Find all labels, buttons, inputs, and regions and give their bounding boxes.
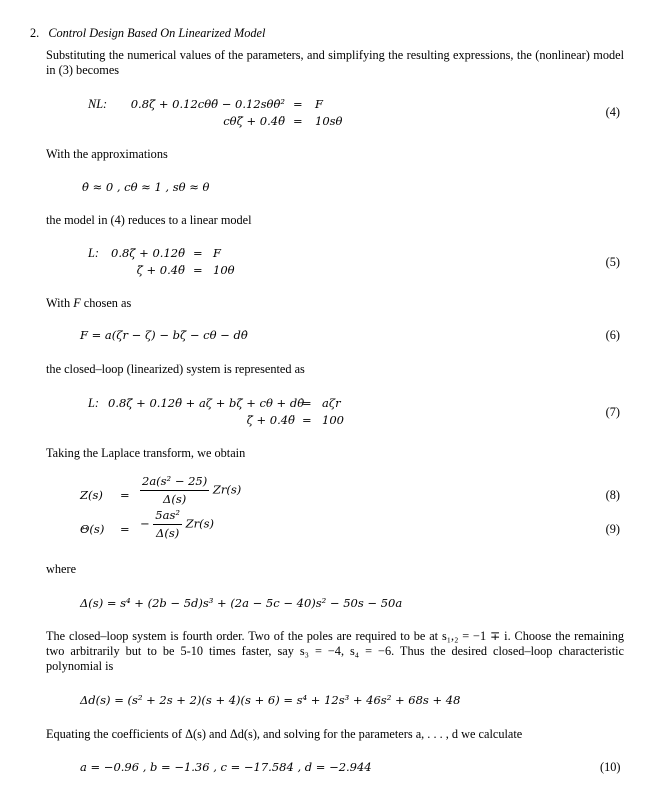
eq8-numerator: 2a(s² − 25) [140, 474, 209, 491]
eq9-tail: Zr(s) [185, 516, 215, 531]
eq6-equation: F = a(ζr − ζ) − bζ̇ − cθ − dθ̇ [80, 328, 248, 342]
eq8-rhs [140, 474, 241, 507]
eq9-rhs [140, 508, 214, 541]
eq5-number: (5) [605, 255, 620, 269]
eq5-row2-rhs: 10θ [213, 263, 235, 277]
eq9-numerator: 5as² [153, 508, 182, 525]
eq8-tail: Zr(s) [212, 482, 242, 497]
f-chosen-paragraph: With F chosen as [46, 296, 132, 310]
eq8-rel: = [120, 488, 130, 502]
eq6-number: (6) [605, 328, 620, 342]
eq7-row1-lhs: 0.8ζ̈ + 0.12θ̈ + aζ + bζ̇ + cθ + dθ̇ [108, 396, 305, 410]
eq8-lhs: Z(s) [80, 488, 103, 502]
reduces-paragraph: the model in (4) reduces to a linear model [46, 213, 252, 227]
eq9-number: (9) [605, 522, 620, 536]
delta-d-equation: Δd(s) = (s² + 2s + 2)(s + 4)(s + 6) = s⁴ + 12s³ + 46s² + 68s + 48 [80, 693, 461, 707]
eq4-row1-lhs: 0.8ζ̈ + 0.12cθθ̈ − 0.12sθθ̇² [130, 97, 285, 111]
eq4-row2-lhs: cθζ̈ + 0.4θ̈ [223, 114, 285, 128]
eq9-lhs: Θ(s) [80, 522, 105, 536]
eq7-row1-rhs: aζr [322, 396, 341, 410]
approximations-equation: θ̇ ≈ 0 , cθ ≈ 1 , sθ ≈ θ [82, 180, 210, 194]
eq10-number: (10) [600, 760, 621, 774]
eq7-row2-rel: = [302, 413, 312, 427]
eq8-denominator: Δ(s) [163, 492, 187, 506]
where-paragraph: where [46, 562, 77, 576]
eq4-label: NL: [88, 97, 108, 111]
eq4-number: (4) [605, 105, 620, 119]
eq10-equation: a = −0.96 , b = −1.36 , c = −17.584 , d = −2.944 [80, 760, 372, 774]
eq7-row2-rhs: 100 [322, 413, 344, 427]
eq4-row2-rhs: 10sθ [315, 114, 343, 128]
section-number: 2. [30, 26, 40, 40]
eq8-number: (8) [605, 488, 620, 502]
eq7-number: (7) [605, 405, 620, 419]
eq9-sign: − [140, 516, 150, 531]
eq5-row1-lhs: 0.8ζ̈ + 0.12θ̈ [111, 246, 185, 260]
section-title: Control Design Based On Linearized Model [48, 26, 266, 40]
laplace-paragraph: Taking the Laplace transform, we obtain [46, 446, 246, 460]
equating-paragraph: Equating the coefficients of Δ(s) and Δd(s), and solving for the parameters a, . . . , d we calculate [46, 727, 523, 741]
eq5-row2-rel: = [193, 263, 203, 277]
fourth-order-paragraph: The closed–loop system is fourth order. Two of the poles are required to be at s₁,₂ = −1 ∓ i. Choose the remaining two arbitrarily but to be 5-10 times faster, say s₃ = −4, s₄ = −6. Thus the desired closed–loop characteristic polynomial is [46, 629, 624, 673]
eq4-row1-rhs: F [315, 97, 323, 111]
eq4-row2-rel: = [293, 114, 303, 128]
eq5-label: L: [88, 246, 99, 260]
eq7-label: L: [88, 396, 99, 410]
eq9-denominator: Δ(s) [156, 526, 180, 540]
eq7-row1-rel: = [302, 396, 312, 410]
eq7-row2-lhs: ζ̈ + 0.4θ̈ [246, 413, 295, 427]
eq5-row2-lhs: ζ̈ + 0.4θ̈ [136, 263, 185, 277]
section-heading [30, 26, 265, 41]
intro-paragraph: Substituting the numerical values of the parameters, and simplifying the resulting expressions, the (nonlinear) model in (3) becomes [46, 48, 624, 77]
closed-loop-paragraph: the closed–loop (linearized) system is represented as [46, 362, 305, 376]
eq4-row1-rel: = [293, 97, 303, 111]
eq5-row1-rhs: F [213, 246, 221, 260]
eq9-fraction [153, 508, 182, 541]
approx-paragraph: With the approximations [46, 147, 168, 161]
eq9-rel: = [120, 522, 130, 536]
eq8-fraction [140, 474, 209, 507]
eq5-row1-rel: = [193, 246, 203, 260]
delta-equation: Δ(s) = s⁴ + (2b − 5d)s³ + (2a − 5c − 40)s² − 50s − 50a [80, 596, 403, 610]
